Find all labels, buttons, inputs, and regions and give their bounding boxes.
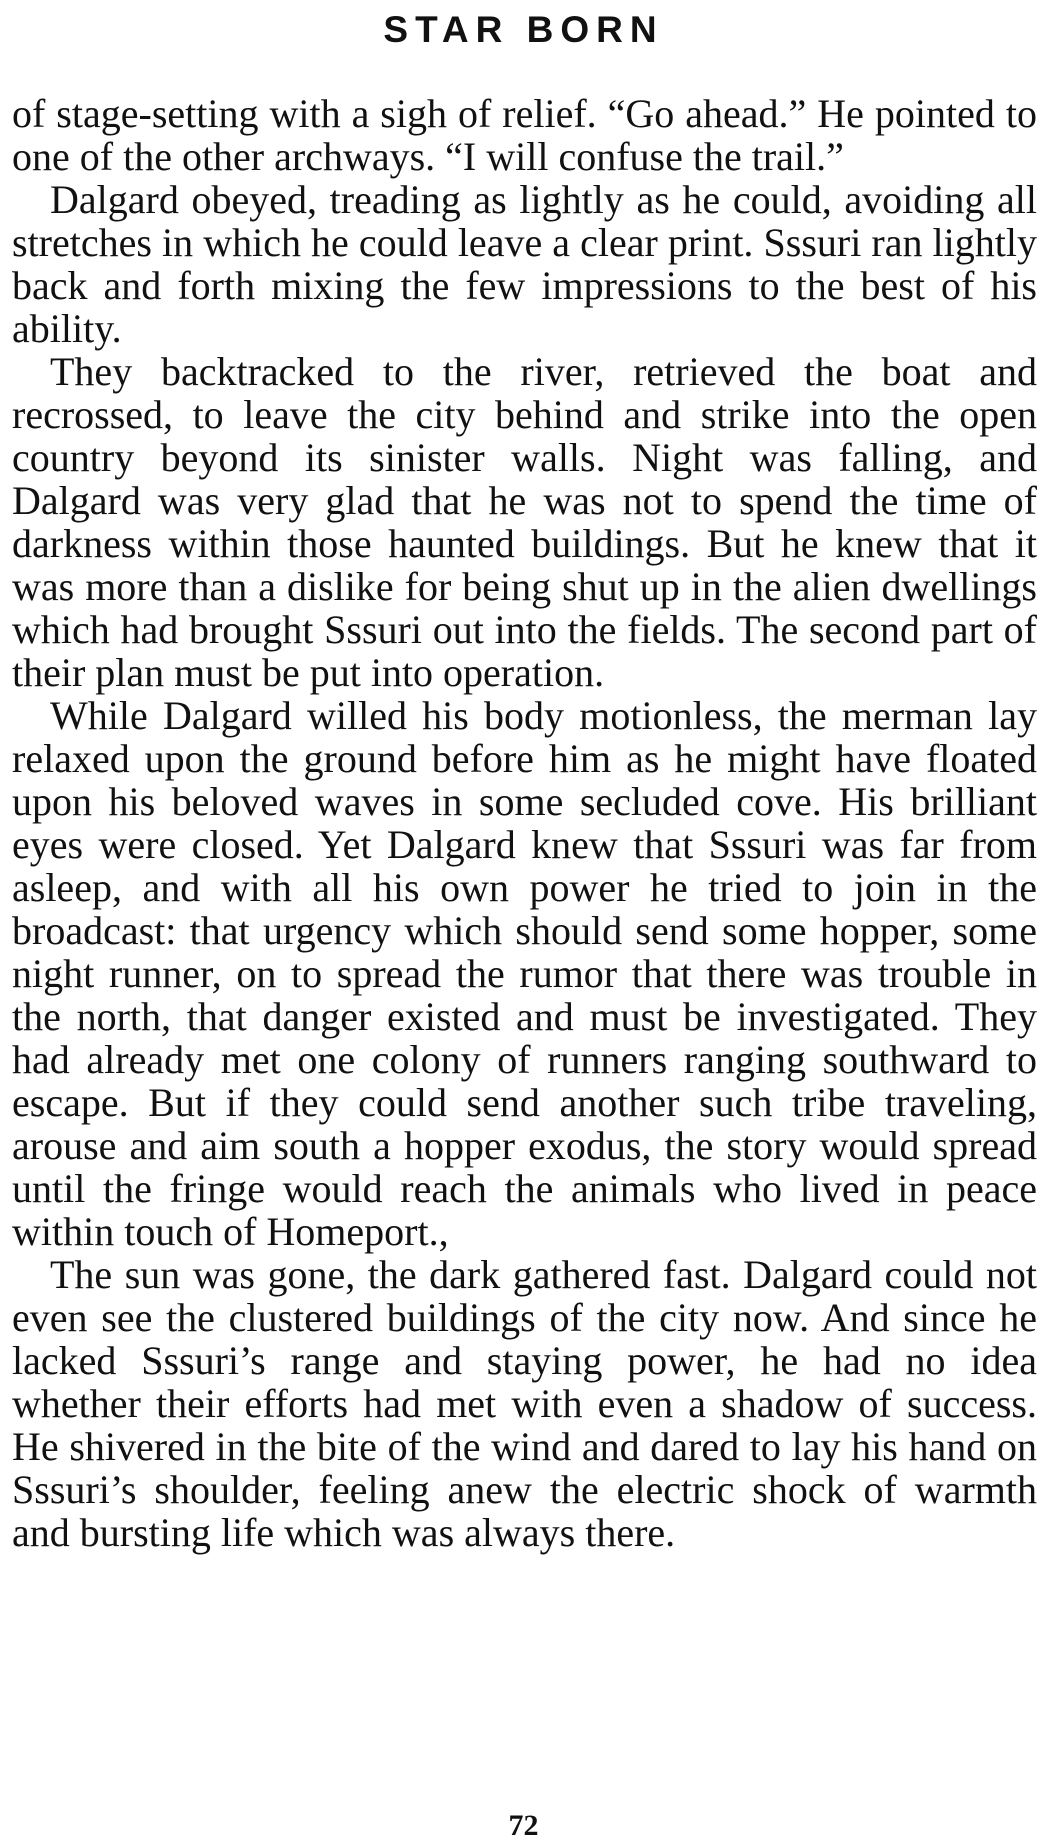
paragraph: The sun was gone, the dark gathered fast. Dalgard could not even see the clustered buildings of the city now. And since he lacked Sssuri’s range and staying power, he had no idea whether their efforts had met with even a shadow of success. He shivered in the bite of the wind and dared to lay his hand on Sssuri’s shoulder, feeling anew the electric shock of warmth and bursting life which was always there. bbox=[12, 1252, 1037, 1555]
paragraph: of stage-setting with a sigh of relief. “Go ahead.” He pointed to one of the other archways. “I will confuse the trail.” bbox=[12, 91, 1037, 179]
running-title: STAR BORN bbox=[383, 9, 664, 50]
paragraph: Dalgard obeyed, treading as lightly as he could, avoiding all stretches in which he could leave a clear print. Sssuri ran lightly back and forth mixing the few impressions to the best of his ability. bbox=[12, 177, 1037, 351]
paragraph: They backtracked to the river, retrieved the boat and recrossed, to leave the city behind and strike into the open country beyond its sinister walls. Night was falling, and Dalgard was very glad that he was not to spend the time of darkness within those haunted buildings. But he knew that it was more than a dislike for being shut up in the alien dwellings which had brought Sssuri out into the fields. The second part of their plan must be put into operation. bbox=[12, 349, 1037, 695]
paragraph: While Dalgard willed his body motionless, the merman lay relaxed upon the ground before him as he might have floated upon his beloved waves in some secluded cove. His brilliant eyes were closed. Yet Dalgard knew that Sssuri was far from asleep, and with all his own power he tried to join in the broadcast: that urgency which should send some hopper, some night runner, on to spread the rumor that there was trouble in the north, that danger existed and must be investigated. They had already met one colony of runners ranging southward to escape. But if they could send another such tribe traveling, arouse and aim south a hopper exodus, the story would spread until the fringe would reach the animals who lived in peace within touch of Homeport., bbox=[12, 693, 1037, 1254]
body-text bbox=[12, 92, 1037, 1554]
page-number: 72 bbox=[508, 1809, 539, 1842]
